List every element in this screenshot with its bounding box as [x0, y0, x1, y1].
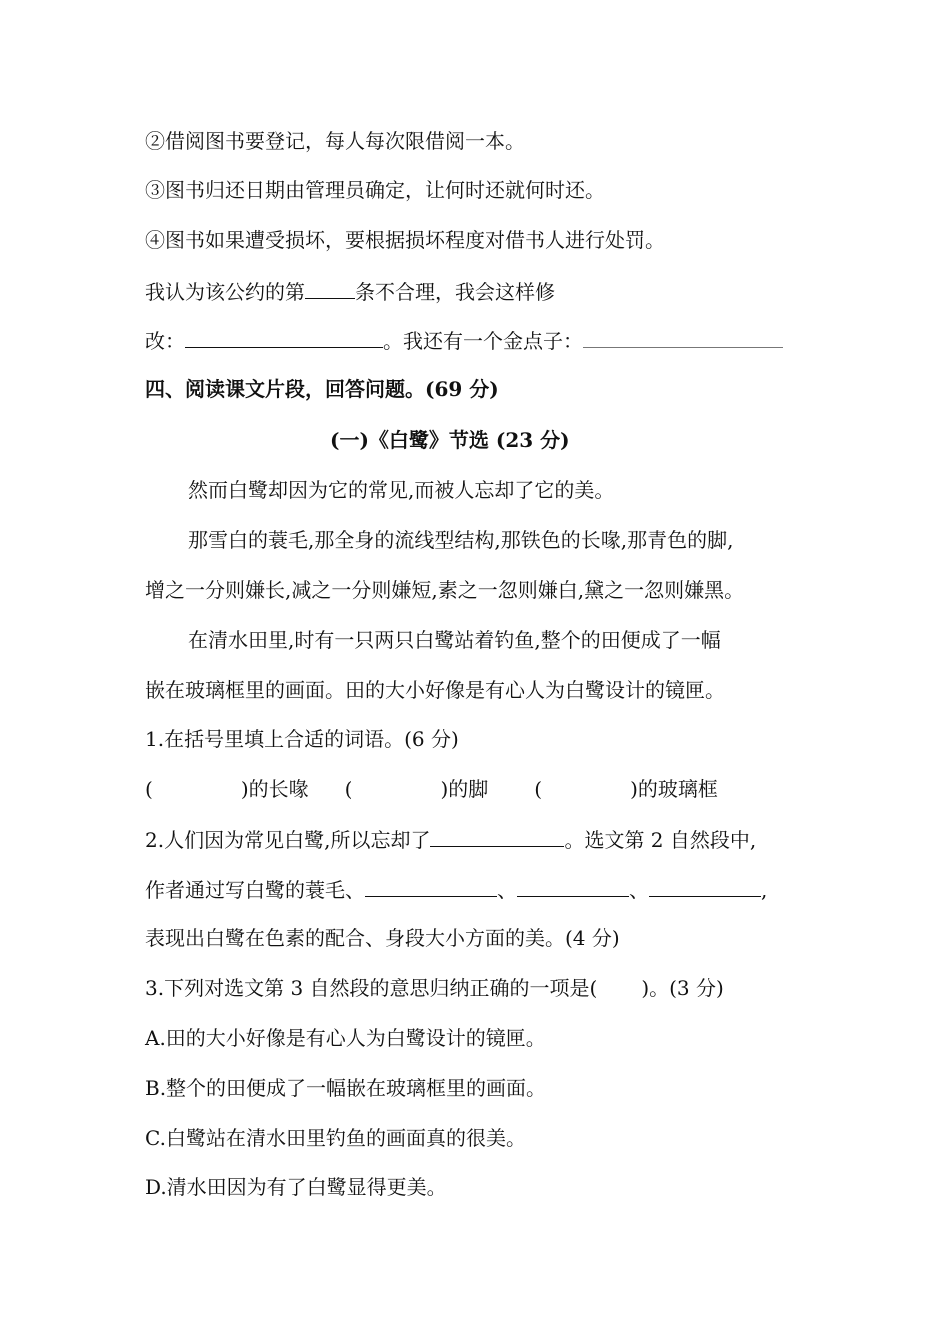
q2-sep-1: 、 — [497, 878, 517, 902]
passage-paragraph-2-line-1: 那雪白的蓑毛,那全身的流线型结构,那铁色的长喙,那青色的脚, — [188, 528, 734, 552]
q1-item-b: 的脚 — [448, 777, 489, 801]
paren-close-b: ) — [440, 777, 449, 801]
passage-paragraph-3-line-2: 嵌在玻璃框里的画面。田的大小好像是有心人为白鹭设计的镜匣。 — [145, 678, 725, 702]
q3-text-a: 3.下列对选文第 3 自然段的意思归纳正确的一项是( — [145, 976, 598, 1000]
option-a: A.田的大小好像是有心人为白鹭设计的镜匣。 — [145, 1026, 546, 1050]
question-3-prompt — [145, 973, 724, 1003]
opinion-text-a: 我认为该公约的第 — [145, 280, 305, 304]
q2-sep-2: 、 — [629, 878, 649, 902]
q1-item-c: 的玻璃框 — [637, 777, 718, 801]
option-c: C.白鹭站在清水田里钓鱼的画面真的很美。 — [145, 1126, 526, 1150]
option-b: B.整个的田便成了一幅嵌在玻璃框里的画面。 — [145, 1076, 547, 1100]
paren-close-a: ) — [240, 777, 249, 801]
section-heading: 四、阅读课文片段，回答问题。(69 分) — [145, 377, 499, 401]
passage-paragraph-2-line-2: 增之一分则嫌长,减之一分则嫌短,素之一忽则嫌白,黛之一忽则嫌黑。 — [145, 578, 745, 602]
feature-blank-3[interactable] — [649, 874, 761, 897]
opinion-text-d: 。我还有一个金点子： — [383, 329, 583, 353]
paren-open-a: ( — [145, 777, 153, 801]
paren-open-b: ( — [344, 777, 353, 801]
question-1-prompt: 1.在括号里填上合适的词语。(6 分) — [145, 727, 459, 751]
forgotten-blank[interactable] — [430, 824, 564, 847]
rule-number-blank[interactable] — [305, 276, 355, 299]
opinion-line-1 — [145, 276, 555, 307]
opinion-text-c: 改： — [145, 329, 185, 353]
feature-blank-2[interactable] — [517, 874, 629, 897]
rule-item-2: ②借阅图书要登记，每人每次限借阅一本。 — [145, 129, 525, 153]
rule-item-4: ④图书如果遭受损坏，要根据损坏程度对借书人进行处罚。 — [145, 228, 665, 252]
question-2-line-1 — [145, 824, 756, 855]
question-2-line-3: 表现出白鹭在色素的配合、身段大小方面的美。(4 分) — [145, 926, 620, 950]
paren-close-c: ) — [630, 777, 638, 801]
feature-blank-1[interactable] — [365, 874, 497, 897]
q2-text-c: 作者通过写白鹭的蓑毛、 — [145, 878, 365, 902]
q1-item-a: 的长喙 — [248, 777, 309, 801]
option-d: D.清水田因为有了白鹭显得更美。 — [145, 1175, 447, 1199]
opinion-text-b: 条不合理，我会这样修 — [355, 280, 555, 304]
passage-paragraph-3-line-1: 在清水田里,时有一只两只白鹭站着钓鱼,整个的田便成了一幅 — [188, 628, 721, 652]
q2-end: , — [761, 878, 768, 902]
idea-blank[interactable] — [583, 325, 783, 348]
q3-text-b: )。(3 分) — [641, 976, 724, 1000]
opinion-line-2 — [145, 325, 783, 356]
rule-item-3: ③图书归还日期由管理员确定，让何时还就何时还。 — [145, 178, 605, 202]
paren-open-c: ( — [534, 777, 543, 801]
q2-text-b: 。选文第 2 自然段中, — [564, 828, 757, 852]
passage-title: (一)《白鹭》节选 (23 分) — [330, 428, 570, 452]
q2-text-a: 2.人们因为常见白鹭,所以忘却了 — [145, 828, 431, 852]
question-2-line-2 — [145, 874, 767, 905]
passage-paragraph-1: 然而白鹭却因为它的常见,而被人忘却了它的美。 — [188, 478, 615, 502]
revision-blank[interactable] — [185, 325, 383, 348]
question-1-blanks — [145, 774, 718, 804]
